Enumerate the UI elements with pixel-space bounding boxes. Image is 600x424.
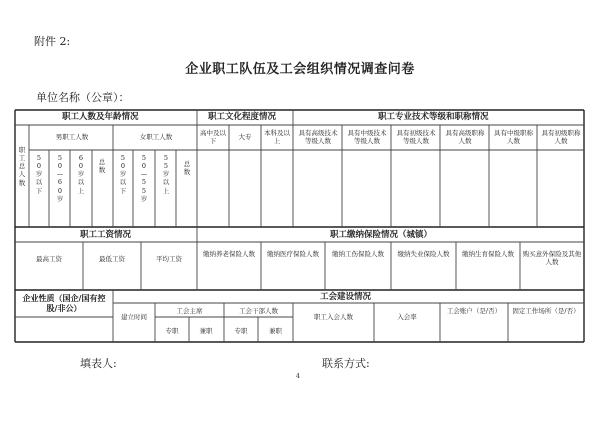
contact-label: 联系方式: [322, 357, 370, 370]
union-cadre-header: 工会干部人数 [239, 307, 278, 315]
union-account: 工会账户（是/否） [446, 307, 502, 315]
culture-bachelor: 本科及以上 [264, 129, 290, 146]
culture-highschool: 高中及以下 [200, 129, 226, 146]
wage-min: 最低工资 [99, 255, 125, 263]
union-members: 职工入会人数 [314, 313, 353, 321]
union-header: 工会建设情况 [320, 292, 372, 302]
male-age-3: 60岁以上 [77, 154, 85, 195]
title-mid: 具有中级职称人数 [494, 129, 533, 146]
chair-fulltime: 专职 [165, 327, 179, 335]
unit-name-label: 单位名称（公章）： [36, 91, 130, 104]
wage-header: 职工工资情况 [80, 230, 132, 240]
ins-accident: 购买意外保险及其他人数 [522, 250, 582, 267]
skill-header: 职工专业技术等级和职称情况 [378, 112, 489, 122]
male-age-1: 50岁以下 [35, 154, 43, 195]
ins-pension: 缴纳养老保险人数 [203, 250, 255, 258]
wage-avg: 平均工资 [156, 255, 182, 263]
female-age-1: 50岁以下 [119, 154, 127, 195]
employees-age-header: 职工人数及年龄情况 [62, 112, 139, 122]
skill-mid-tech: 具有中级技术等级人数 [347, 129, 387, 146]
female-total: 总数 [183, 160, 191, 177]
ins-injury: 缴纳工伤保险人数 [332, 250, 384, 258]
ins-medical: 缴纳医疗保险人数 [267, 250, 319, 258]
skill-senior-tech: 具有高级技术等级人数 [298, 129, 338, 146]
wage-max: 最高工资 [36, 255, 62, 263]
skill-junior-tech: 具有初级技术等级人数 [396, 129, 436, 146]
total-staff-label: 职工总人数 [18, 146, 26, 187]
document-title: 企业职工队伍及工会组织情况调查问卷 [185, 62, 415, 77]
cadre-parttime: 兼职 [269, 327, 282, 335]
female-age-3: 55岁以上 [162, 154, 170, 195]
page-number: 4 [296, 373, 300, 380]
male-age-2: 50—60岁 [56, 154, 64, 203]
filler-label: 填表人: [80, 357, 117, 370]
union-venue: 固定工作场所（是/否） [512, 307, 580, 315]
union-chair-header: 工会主席 [176, 307, 203, 315]
male-staff-header: 男职工人数 [55, 133, 89, 141]
chair-parttime: 兼职 [199, 327, 213, 335]
attachment-label: 附件 2: [34, 35, 71, 48]
female-staff-header: 女职工人数 [139, 133, 173, 141]
culture-college: 大专 [238, 133, 252, 141]
title-junior: 具有初级职称人数 [541, 129, 581, 146]
female-age-2: 50—55岁 [140, 154, 148, 203]
insurance-header: 职工缴纳保险情况（城镇） [330, 230, 433, 240]
title-senior: 具有高级职称人数 [445, 129, 485, 146]
union-est-time: 建立时间 [121, 313, 147, 321]
union-rate: 入会率 [397, 313, 417, 321]
male-total: 总数 [98, 158, 106, 175]
culture-header: 职工文化程度情况 [208, 112, 277, 122]
ins-unemployment: 缴纳失业保险人数 [397, 250, 450, 258]
enterprise-nature-header: 企业性质（国企/国有控股/非公） [22, 294, 106, 314]
cadre-fulltime: 专职 [234, 327, 248, 335]
ins-maternity: 缴纳生育保险人数 [462, 250, 514, 258]
